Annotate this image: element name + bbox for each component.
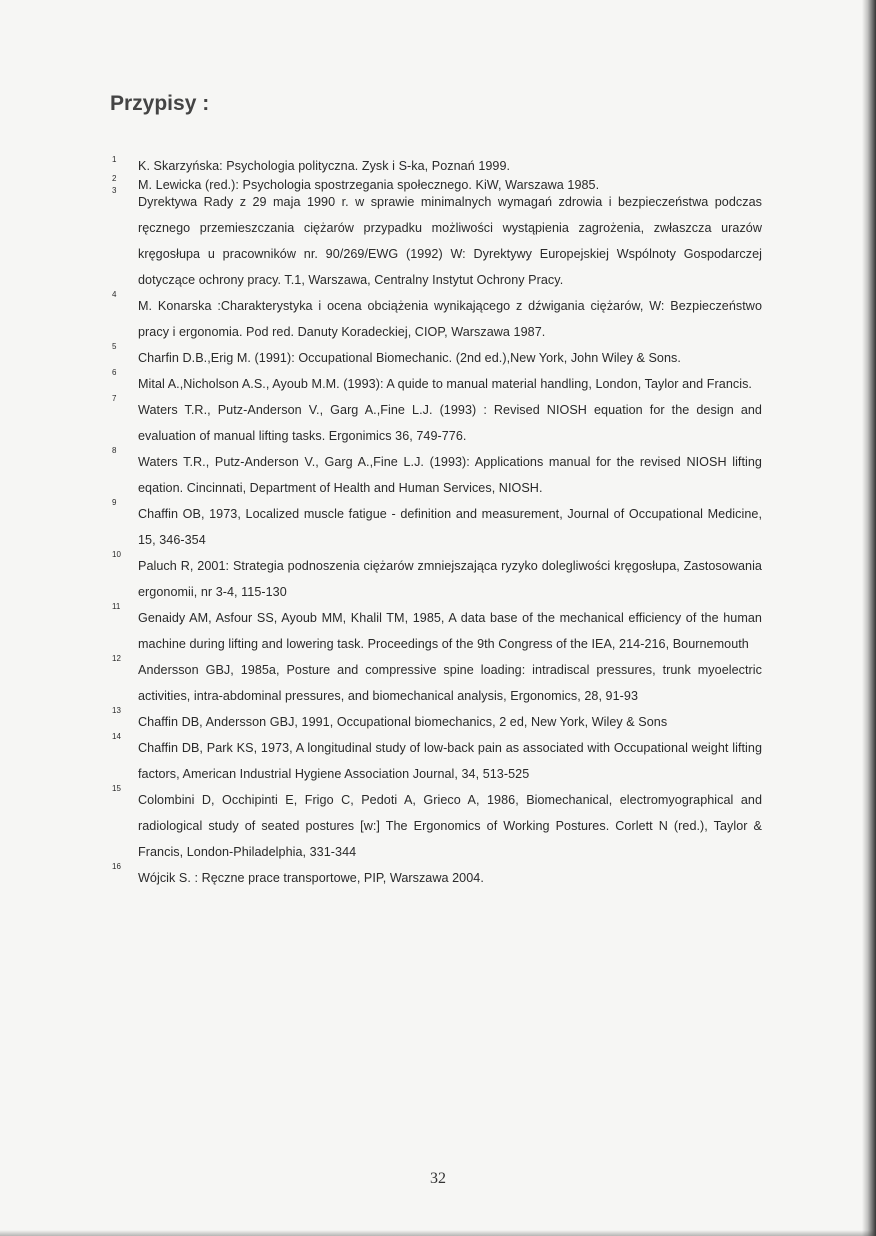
footnote-item — [112, 654, 762, 709]
footnote-text: K. Skarzyńska: Psychologia polityczna. Zysk i S-ka, Poznań 1999. — [138, 159, 511, 173]
footnote-item — [112, 550, 762, 605]
footnote-text: Andersson GBJ, 1985a, Posture and compressive spine loading: intradiscal pressures, trunk myoelectric activities, intra-abdominal pressures, and biomechanical analysis, Ergonomics, 28, 91-93 — [138, 663, 762, 703]
footnote-list — [112, 155, 762, 891]
footnote-item — [112, 862, 762, 891]
footnote-item — [112, 394, 762, 449]
footnote-number: 12 — [112, 654, 121, 663]
footnote-item — [112, 155, 762, 174]
footnote-number: 10 — [112, 550, 121, 559]
footnote-number: 16 — [112, 862, 121, 871]
page-number: 32 — [430, 1170, 446, 1187]
footnote-number: 14 — [112, 732, 121, 741]
footnote-item — [112, 784, 762, 865]
footnote-text: Wójcik S. : Ręczne prace transportowe, PIP, Warszawa 2004. — [138, 871, 484, 885]
footnote-number: 7 — [112, 394, 117, 403]
footnote-number: 5 — [112, 342, 117, 351]
footnote-number: 11 — [112, 602, 121, 611]
footnote-text: Colombini D, Occhipinti E, Frigo C, Pedoti A, Grieco A, 1986, Biomechanical, electromyographical and radiological study of seated postures [w:] The Ergonomics of Working Postures. Corlett N (red.), Taylor & Francis, London-Philadelphia, 331-344 — [138, 793, 762, 859]
footnote-number: 4 — [112, 290, 117, 299]
scan-shadow-edge — [862, 0, 876, 1236]
footnote-text: Waters T.R., Putz-Anderson V., Garg A.,Fine L.J. (1993): Applications manual for the revised NIOSH lifting eqation. Cincinnati, Department of Health and Human Services, NIOSH. — [138, 455, 762, 495]
footnote-text: Charfin D.B.,Erig M. (1991): Occupational Biomechanic. (2nd ed.),New York, John Wiley & Sons. — [138, 351, 681, 365]
footnote-text: Mital A.,Nicholson A.S., Ayoub M.M. (1993): A quide to manual material handling, London, Taylor and Francis. — [138, 377, 752, 391]
footnote-text: Paluch R, 2001: Strategia podnoszenia ciężarów zmniejszająca ryzyko dolegliwości kręgosłupa, Zastosowania ergonomii, nr 3-4, 115-130 — [138, 559, 762, 599]
footnote-text: Dyrektywa Rady z 29 maja 1990 r. w sprawie minimalnych wymagań zdrowia i bezpieczeństwa podczas ręcznego przemieszczania ciężarów przypadku możliwości wystąpienia zagrożenia, zwłaszcza urazów kręgosłupa u pracowników nr. 90/269/EWG (1992) W: Dyrektywy Europejskiej Wspólnoty Gospodarczej dotyczące ochrony pracy. T.1, Warszawa, Centralny Instytut Ochrony Pracy. — [138, 195, 762, 287]
footnote-item — [112, 732, 762, 787]
scan-shadow-bottom — [0, 1230, 876, 1236]
footnote-number: 9 — [112, 498, 117, 507]
footnote-number: 3 — [112, 186, 117, 195]
footnote-item — [112, 186, 762, 293]
footnote-text: Chaffin DB, Andersson GBJ, 1991, Occupational biomechanics, 2 ed, New York, Wiley & Sons — [138, 715, 668, 729]
footnote-text: M. Konarska :Charakterystyka i ocena obciążenia wynikającego z dźwigania ciężarów, W: Bezpieczeństwo pracy i ergonomia. Pod red. Danuty Koradeckiej, CIOP, Warszawa 1987. — [138, 299, 762, 339]
footnote-number: 13 — [112, 706, 121, 715]
footnote-number: 6 — [112, 368, 117, 377]
footnote-text: Chaffin DB, Park KS, 1973, A longitudinal study of low-back pain as associated with Occupational weight lifting factors, American Industrial Hygiene Association Journal, 34, 513-525 — [138, 741, 762, 781]
footnote-number: 2 — [112, 174, 117, 183]
page-title: Przypisy : — [110, 92, 210, 115]
footnote-item — [112, 498, 762, 553]
footnote-item — [112, 706, 762, 735]
footnote-item — [112, 342, 762, 371]
footnote-item — [112, 368, 762, 397]
footnote-text: Genaidy AM, Asfour SS, Ayoub MM, Khalil TM, 1985, A data base of the mechanical efficiency of the human machine during lifting and lowering task. Proceedings of the 9th Congress of the IEA, 214-216, Bournemouth — [138, 611, 762, 651]
footnote-text: Chaffin OB, 1973, Localized muscle fatigue - definition and measurement, Journal of Occupational Medicine, 15, 346-354 — [138, 507, 762, 547]
footnote-number: 1 — [112, 155, 117, 164]
footnote-item — [112, 446, 762, 501]
footnote-text: M. Lewicka (red.): Psychologia spostrzegania społecznego. KiW, Warszawa 1985. — [138, 178, 600, 192]
footnote-number: 15 — [112, 784, 121, 793]
footnote-item — [112, 602, 762, 657]
footnote-text: Waters T.R., Putz-Anderson V., Garg A.,Fine L.J. (1993) : Revised NIOSH equation for the design and evaluation of manual lifting tasks. Ergonimics 36, 749-776. — [138, 403, 762, 443]
footnote-number: 8 — [112, 446, 117, 455]
footnote-item — [112, 290, 762, 345]
